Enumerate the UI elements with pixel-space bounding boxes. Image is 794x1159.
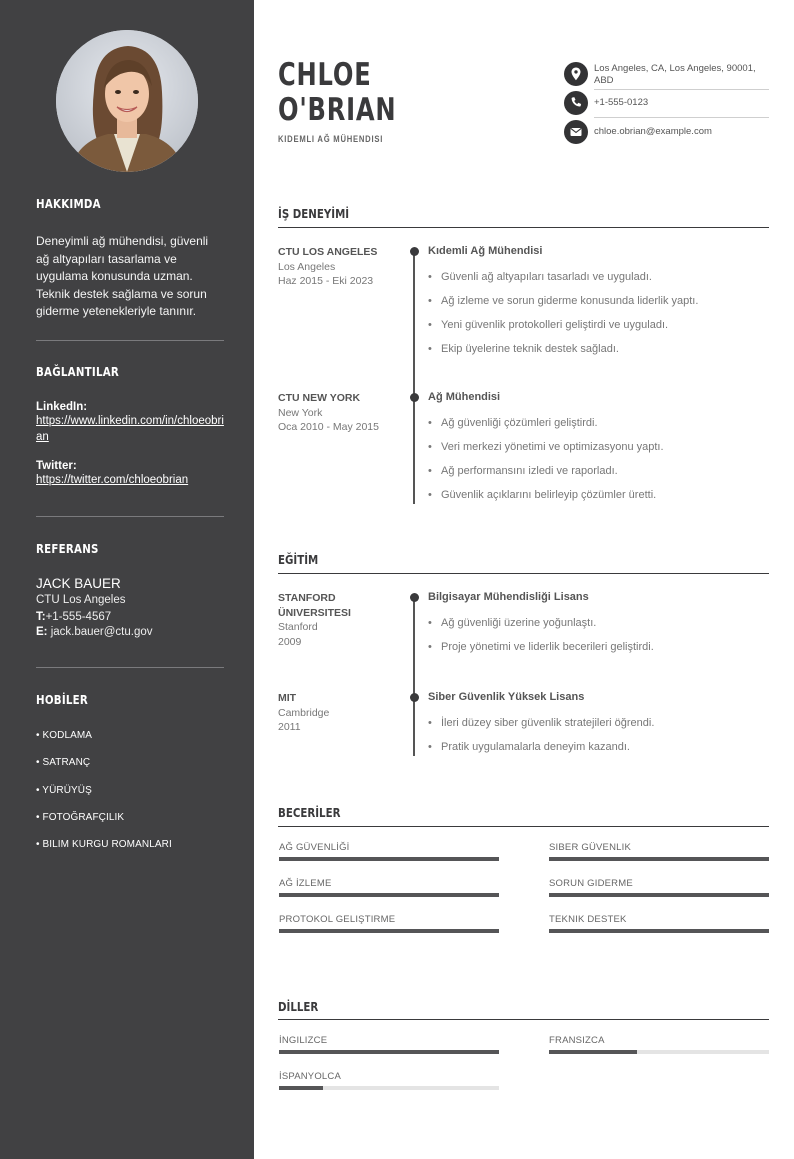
contact-email xyxy=(564,120,769,146)
reference-section xyxy=(36,541,224,638)
language-item xyxy=(549,1035,769,1046)
school-location: Stanford xyxy=(278,621,318,633)
about-section xyxy=(36,196,224,321)
sidebar-divider xyxy=(36,516,224,517)
reference-email xyxy=(36,626,224,638)
timeline-dot xyxy=(410,593,419,602)
skill-bar-fill xyxy=(549,929,769,933)
phone-icon xyxy=(564,91,588,115)
hobbies-section xyxy=(36,692,224,866)
education-item: • Pratik uygulamalarla deneyim kazandı. xyxy=(428,741,768,765)
employment-dates: Haz 2015 - Eki 2023 xyxy=(278,275,374,287)
timeline-dot xyxy=(410,693,419,702)
contact-divider xyxy=(594,89,769,90)
employer: CTU NEW YORK xyxy=(278,392,361,404)
experience-entry-meta xyxy=(278,245,403,289)
experience-entry-details xyxy=(428,391,768,513)
skill-item xyxy=(279,878,499,889)
skill-bar-track xyxy=(279,929,499,933)
hobby-list xyxy=(36,730,224,866)
experience-rule xyxy=(278,227,769,228)
links-title: BAĞLANTILAR xyxy=(36,364,120,379)
skill-bar-fill xyxy=(549,857,769,861)
skill-name: TEKNIK DESTEK xyxy=(549,914,627,925)
skill-bar-track xyxy=(549,857,769,861)
school-name: STANFORD xyxy=(278,592,336,604)
language-bar-track xyxy=(279,1086,499,1090)
skill-item xyxy=(279,914,499,925)
duty-item: • Veri merkezi yönetimi ve optimizasyonu yaptı. xyxy=(428,441,768,465)
email-text[interactable]: chloe.obrian@example.com xyxy=(594,126,712,137)
duty-item: • Güvenlik açıklarını belirleyip çözümler üretti. xyxy=(428,489,768,513)
languages-title: DİLLER xyxy=(278,999,319,1014)
language-bar-track xyxy=(549,1050,769,1054)
languages-rule xyxy=(278,1019,769,1020)
experience-entry-meta xyxy=(278,391,403,435)
skill-bar-track xyxy=(549,929,769,933)
employer: CTU LOS ANGELES xyxy=(278,246,378,258)
skill-name: PROTOKOL GELIŞTIRME xyxy=(279,914,396,925)
sidebar-divider xyxy=(36,340,224,341)
skill-bar-track xyxy=(279,857,499,861)
education-title: EĞİTİM xyxy=(278,552,319,567)
skill-bar-track xyxy=(549,893,769,897)
sidebar-divider xyxy=(36,667,224,668)
skill-bar-fill xyxy=(549,893,769,897)
employer-location: New York xyxy=(278,406,323,419)
about-title: HAKKIMDA xyxy=(36,196,101,211)
employer-location: Los Angeles xyxy=(278,260,336,273)
location-pin-icon xyxy=(564,62,588,86)
hobby-item: • YÜRÜYÜŞ xyxy=(36,784,92,796)
skill-item xyxy=(549,878,769,889)
experience-title: İŞ DENEYİMİ xyxy=(278,206,350,221)
contact-address xyxy=(564,62,769,92)
education-item: • Proje yönetimi ve liderlik becerileri geliştirdi. xyxy=(428,641,768,665)
language-bar-track xyxy=(279,1050,499,1054)
role-title: Kıdemli Ağ Mühendisi xyxy=(428,245,543,257)
school-name: ÜNIVERSITESI xyxy=(278,606,351,619)
school-name: MIT xyxy=(278,692,297,704)
school-location: Cambridge xyxy=(278,706,330,719)
language-bar-fill xyxy=(279,1086,323,1090)
avatar xyxy=(56,30,198,172)
skill-name: AĞ GÜVENLİĞİ xyxy=(279,842,350,853)
education-timeline xyxy=(413,598,415,756)
skill-bar-fill xyxy=(279,857,499,861)
skill-name: SIBER GÜVENLIK xyxy=(549,842,631,853)
job-title: KIDEMLI AĞ MÜHENDISI xyxy=(278,134,384,144)
envelope-icon xyxy=(564,120,588,144)
hobby-item: • FOTOĞRAFÇILIK xyxy=(36,811,125,823)
duty-item: • Ağ izleme ve sorun giderme konusunda liderlik yaptı. xyxy=(428,295,768,319)
phone-value: +1-555-4567 xyxy=(45,611,112,623)
twitter-link[interactable]: https://twitter.com/chloeobrian xyxy=(36,474,189,486)
reference-name: JACK BAUER xyxy=(36,576,121,591)
skill-bar-track xyxy=(279,893,499,897)
skills-title: BECERİLER xyxy=(278,805,341,820)
link-item-linkedin xyxy=(36,401,224,445)
education-item: • Ağ güvenliği üzerine yoğunlaştı. xyxy=(428,617,768,641)
skill-name: SORUN GIDERME xyxy=(549,878,633,889)
language-name: İNGILIZCE xyxy=(279,1035,328,1046)
language-name: İSPANYOLCA xyxy=(279,1071,342,1082)
skills-rule xyxy=(278,826,769,827)
experience-timeline xyxy=(413,252,415,504)
email-label: E: xyxy=(36,626,48,638)
degree-title: Siber Güvenlik Yüksek Lisans xyxy=(428,691,585,703)
name-line-2: O'BRIAN xyxy=(278,92,397,128)
education-entry-meta xyxy=(278,591,403,649)
employment-dates: Oca 2010 - May 2015 xyxy=(278,421,379,433)
link-item-twitter xyxy=(36,460,224,488)
linkedin-label: LinkedIn: xyxy=(36,401,88,413)
education-item: • İleri düzey siber güvenlik stratejileri öğrendi. xyxy=(428,717,768,741)
name-line-1: CHLOE xyxy=(278,57,372,93)
hobby-item: • KODLAMA xyxy=(36,730,93,741)
skill-item xyxy=(549,842,769,853)
language-bar-fill xyxy=(279,1050,499,1054)
skill-bar-fill xyxy=(279,929,499,933)
candidate-name xyxy=(278,58,396,128)
timeline-dot xyxy=(410,247,419,256)
contact-divider xyxy=(594,117,769,118)
education-entry-details xyxy=(428,691,768,765)
graduation-year: 2009 xyxy=(278,635,302,648)
language-item xyxy=(279,1035,499,1046)
education-rule xyxy=(278,573,769,574)
twitter-label: Twitter: xyxy=(36,460,77,472)
skill-bar-fill xyxy=(279,893,499,897)
phone-text: +1-555-0123 xyxy=(594,97,649,108)
skill-item xyxy=(549,914,769,925)
experience-entry-details xyxy=(428,245,768,367)
phone-label: T: xyxy=(36,611,46,623)
language-name: FRANSIZCA xyxy=(549,1035,605,1046)
graduation-year: 2011 xyxy=(278,721,301,733)
education-entry-meta xyxy=(278,691,403,735)
duty-item: • Ekip üyelerine teknik destek sağladı. xyxy=(428,343,768,367)
hobby-item: • SATRANÇ xyxy=(36,757,91,769)
duty-item: • Ağ performansını izledi ve raporladı. xyxy=(428,465,768,489)
skill-item xyxy=(279,842,499,853)
address-text: Los Angeles, CA, Los Angeles, 90001, ABD xyxy=(594,63,756,86)
sidebar xyxy=(0,0,254,1159)
profile-photo xyxy=(56,30,198,172)
language-bar-fill xyxy=(549,1050,637,1054)
language-item xyxy=(279,1071,499,1082)
email-value: jack.bauer@ctu.gov xyxy=(50,626,153,638)
links-section xyxy=(36,364,224,488)
reference-company: CTU Los Angeles xyxy=(36,594,126,606)
contact-phone xyxy=(564,91,769,121)
education-entry-details xyxy=(428,591,768,665)
reference-title: REFERANS xyxy=(36,541,99,556)
role-title: Ağ Mühendisi xyxy=(428,391,501,403)
about-text: Deneyimli ağ mühendisi, güvenli ağ altyapıları tasarlama ve uygulama konusunda uzman. Teknik destek sağlama ve sorun giderme yetenekleriyle tanınır. xyxy=(36,234,209,318)
hobby-item: • BILIM KURGU ROMANLARI xyxy=(36,839,172,851)
skill-name: AĞ İZLEME xyxy=(279,878,332,889)
duty-item: • Yeni güvenlik protokolleri geliştirdi ve uyguladı. xyxy=(428,319,768,343)
duty-item: • Ağ güvenliği çözümleri geliştirdi. xyxy=(428,417,768,441)
timeline-dot xyxy=(410,393,419,402)
reference-phone xyxy=(36,611,224,623)
linkedin-link[interactable]: https://www.linkedin.com/in/chloeobrian xyxy=(36,415,224,443)
duty-item: • Güvenli ağ altyapıları tasarladı ve uyguladı. xyxy=(428,271,768,295)
hobbies-title: HOBİLER xyxy=(36,692,89,707)
degree-title: Bilgisayar Mühendisliği Lisans xyxy=(428,591,589,603)
